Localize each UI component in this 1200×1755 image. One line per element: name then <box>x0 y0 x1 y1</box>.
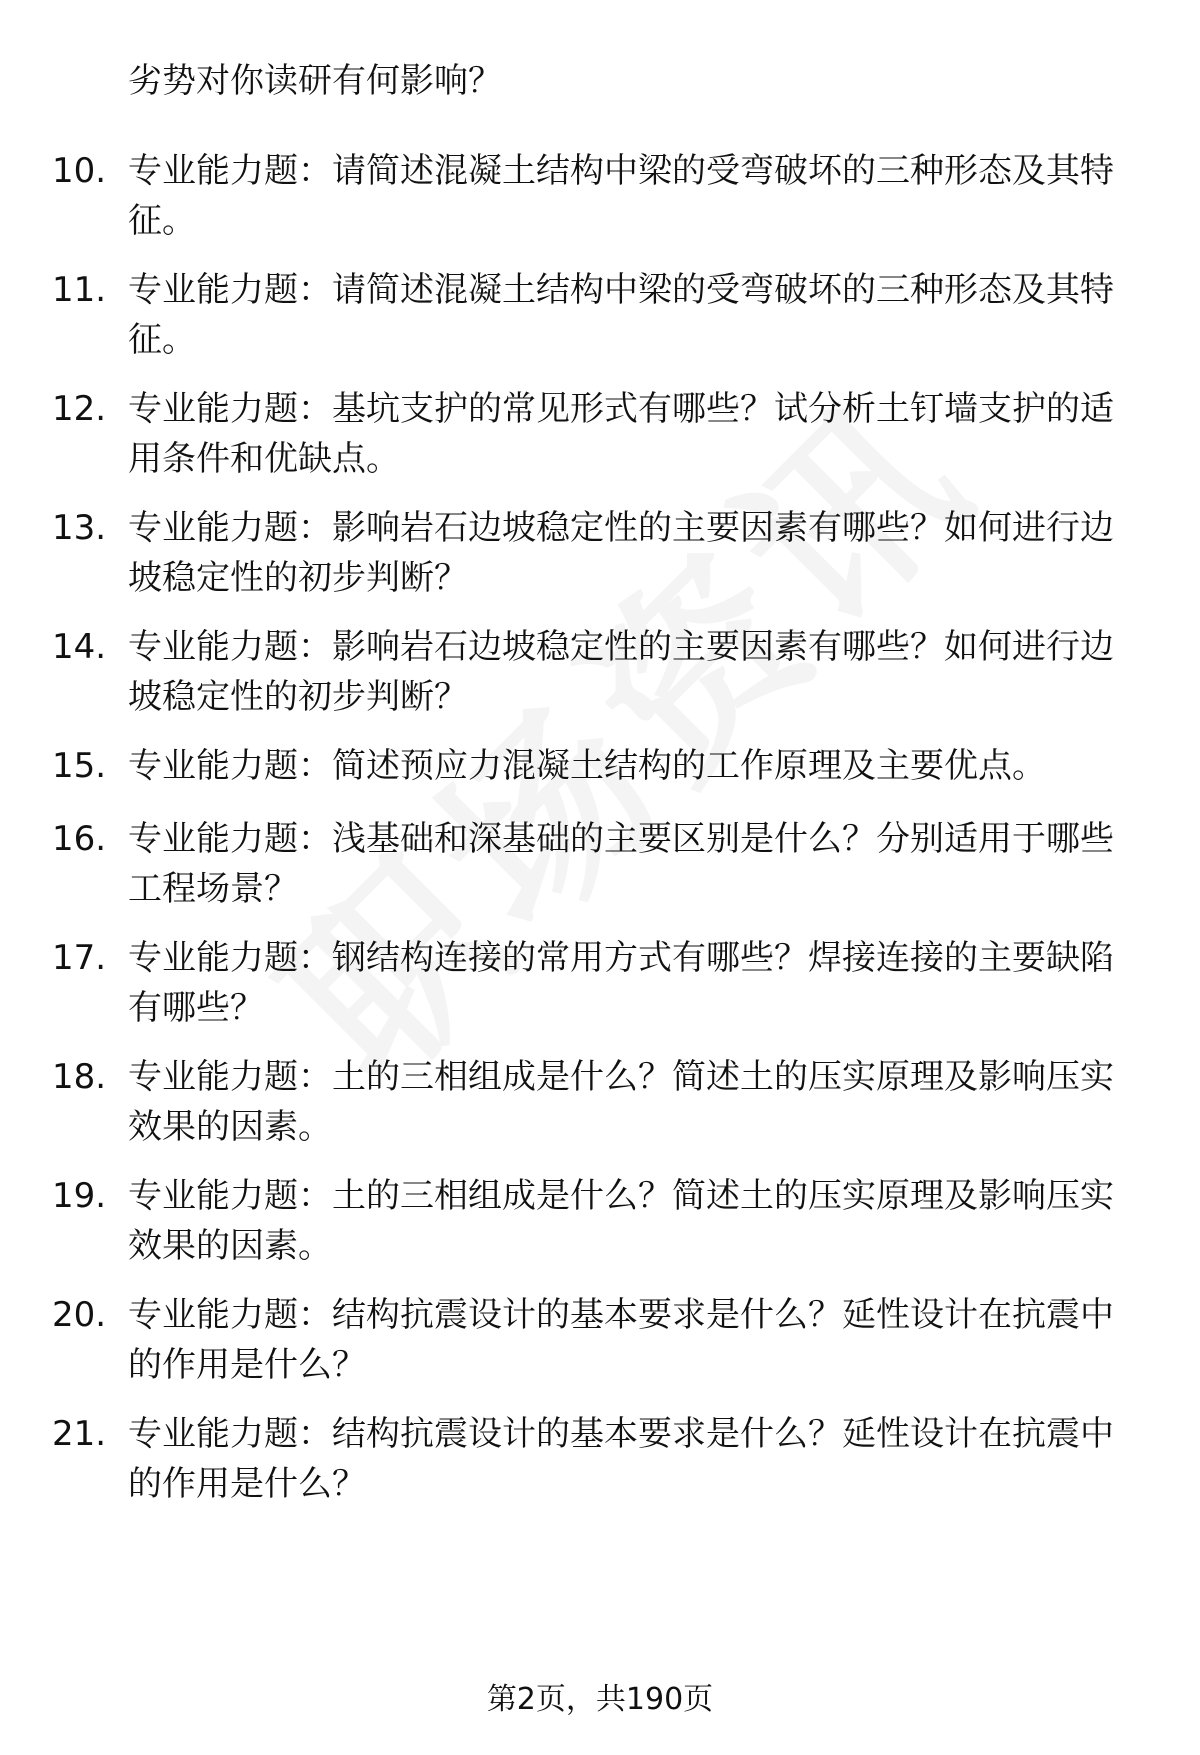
question-text: 专业能力题：结构抗震设计的基本要求是什么？延性设计在抗震中的作用是什么？ <box>128 1295 1114 1385</box>
question-number: 11. <box>52 270 107 310</box>
question-number: 20. <box>52 1295 107 1335</box>
question-text: 专业能力题：浅基础和深基础的主要区别是什么？分别适用于哪些工程场景？ <box>128 819 1114 909</box>
question-number: 14. <box>52 627 107 667</box>
question-text: 专业能力题：简述预应力混凝土结构的工作原理及主要优点。 <box>128 746 1046 786</box>
question-text: 专业能力题：土的三相组成是什么？简述土的压实原理及影响压实效果的因素。 <box>128 1057 1114 1147</box>
continuation-text: 劣势对你读研有何影响？ <box>128 61 502 101</box>
question-number: 18. <box>52 1057 107 1097</box>
question-number: 16. <box>52 819 107 859</box>
question-text: 专业能力题：影响岩石边坡稳定性的主要因素有哪些？如何进行边坡稳定性的初步判断？ <box>128 627 1114 717</box>
question-text: 专业能力题：请简述混凝土结构中梁的受弯破坏的三种形态及其特征。 <box>128 270 1114 360</box>
question-text: 专业能力题：钢结构连接的常用方式有哪些？焊接连接的主要缺陷有哪些？ <box>128 938 1114 1028</box>
question-number: 21. <box>52 1414 107 1454</box>
question-text: 专业能力题：土的三相组成是什么？简述土的压实原理及影响压实效果的因素。 <box>128 1176 1114 1266</box>
question-text: 专业能力题：基坑支护的常见形式有哪些？试分析土钉墙支护的适用条件和优缺点。 <box>128 389 1114 479</box>
question-number: 19. <box>52 1176 107 1216</box>
page-footer: 第2页，共190页 <box>486 1682 714 1717</box>
question-text: 专业能力题：结构抗震设计的基本要求是什么？延性设计在抗震中的作用是什么？ <box>128 1414 1114 1504</box>
question-number: 17. <box>52 938 107 978</box>
question-text: 专业能力题：影响岩石边坡稳定性的主要因素有哪些？如何进行边坡稳定性的初步判断？ <box>128 508 1114 598</box>
question-number: 15. <box>52 746 107 786</box>
question-number: 12. <box>52 389 107 429</box>
question-text: 专业能力题：请简述混凝土结构中梁的受弯破坏的三种形态及其特征。 <box>128 151 1114 241</box>
question-number: 13. <box>52 508 107 548</box>
question-number: 10. <box>52 151 107 191</box>
